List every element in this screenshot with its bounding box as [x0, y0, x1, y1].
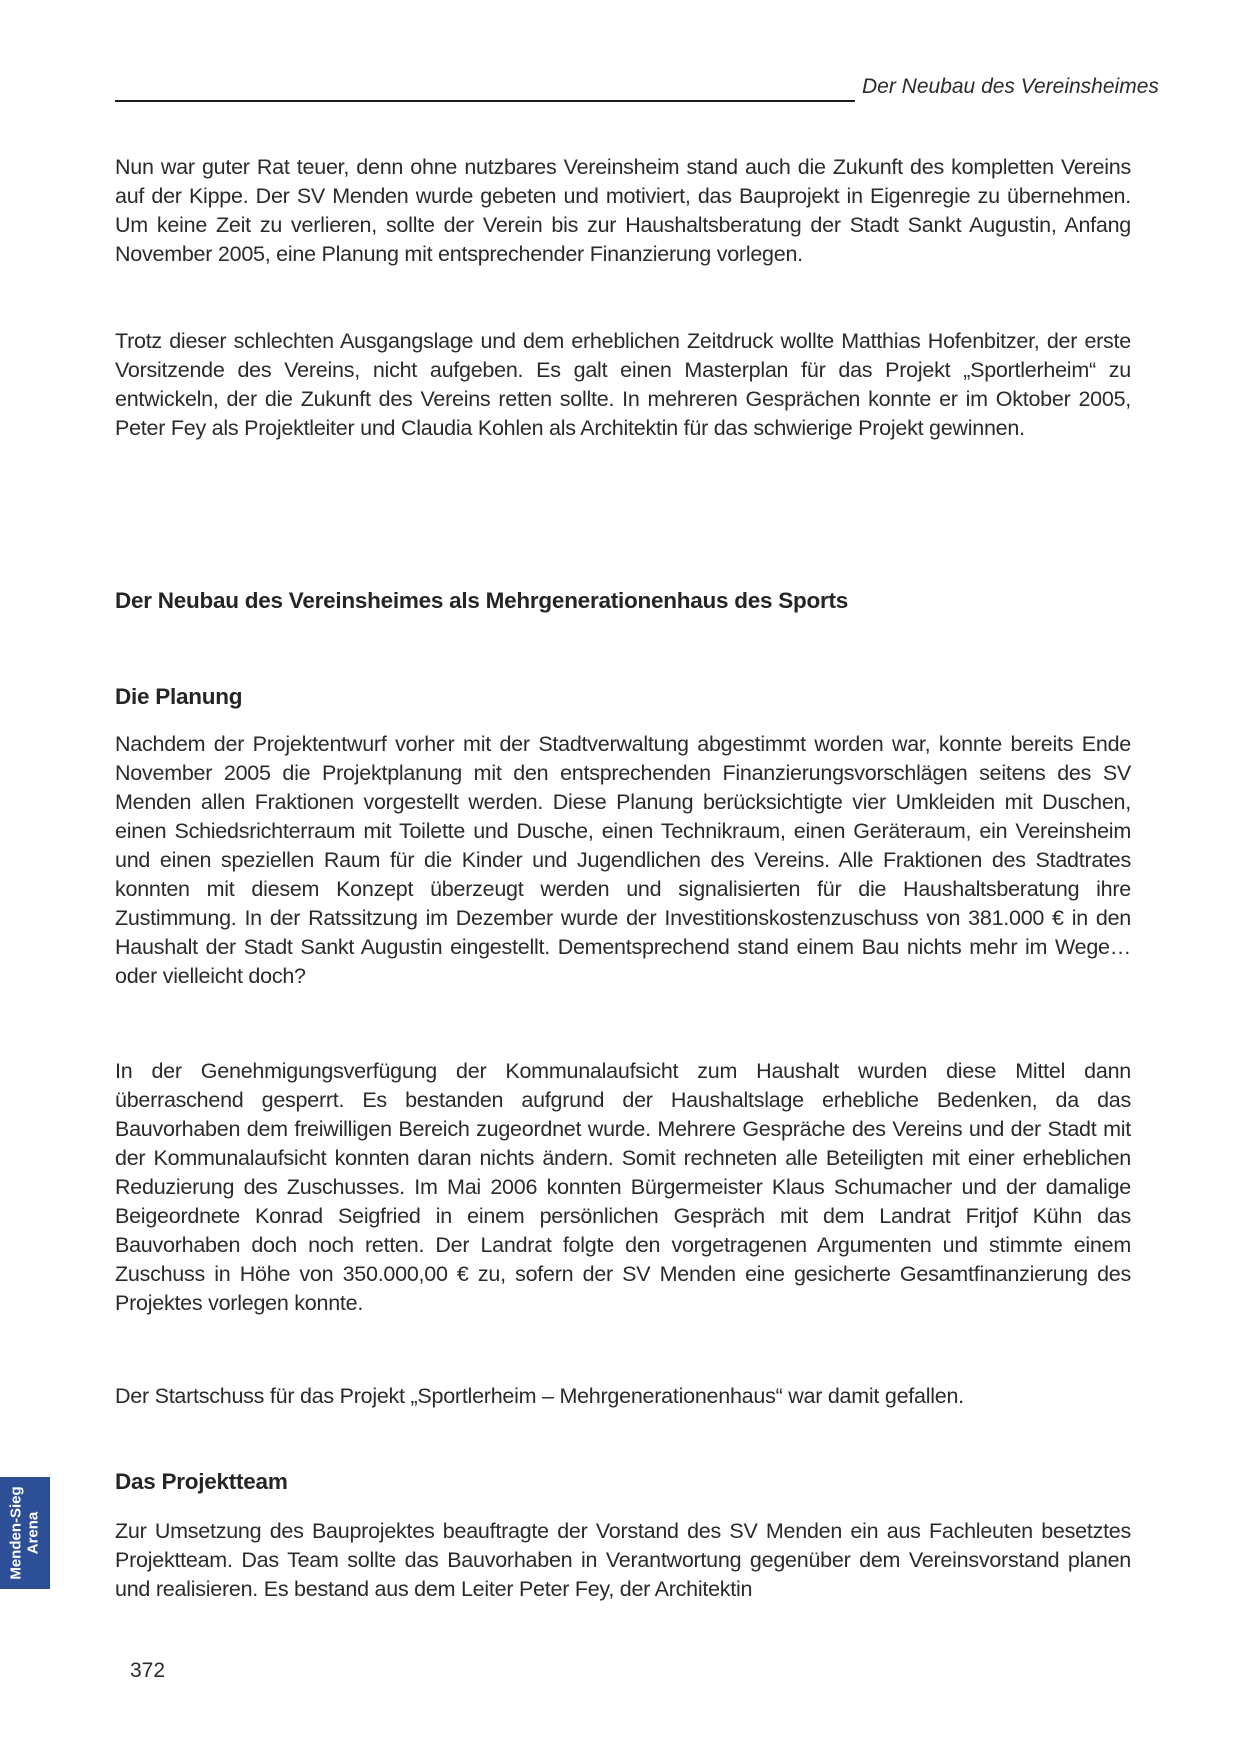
subsection-heading-die-planung: Die Planung: [115, 684, 243, 709]
chapter-tab-label: [8, 1486, 42, 1579]
running-header-title: Der Neubau des Vereinsheimes: [862, 75, 1159, 98]
subsection-heading-das-projektteam: Das Projektteam: [115, 1469, 288, 1494]
paragraph-intro: Nun war guter Rat teuer, denn ohne nutzbares Vereinsheim stand auch die Zukunft des kompletten Vereins auf der Kippe. Der SV Menden wurde gebeten und motiviert, das Bauprojekt in Eigenregie zu übernehmen. Um keine Zeit zu verlieren, sollte der Verein bis zur Haushaltsberatung der Stadt Sankt Augustin, Anfang November 2005, eine Planung mit entsprechender Finanzierung vorlegen.: [115, 155, 1131, 266]
chapter-tab-line2: Arena: [25, 1511, 42, 1555]
paragraph-projektteam: Zur Umsetzung des Bauprojektes beauftragte der Vorstand des SV Menden ein aus Fachleuten besetztes Projektteam. Das Team sollte das Bauvorhaben in Verantwortung gegenüber dem Vereinsvorstand planen und realisieren. Es bestand aus dem Leiter Peter Fey, der Architektin: [115, 1519, 1131, 1601]
paragraph-masterplan: Trotz dieser schlechten Ausgangslage und dem erheblichen Zeitdruck wollte Matthias Hofenbitzer, der erste Vorsitzende des Vereins, nicht aufgeben. Es galt einen Masterplan für das Projekt „Sportlerheim“ zu entwickeln, der die Zukunft des Vereins retten sollte. In mehreren Gesprächen konnte er im Oktober 2005, Peter Fey als Projektleiter und Claudia Kohlen als Architektin für das schwierige Projekt gewinnen.: [115, 329, 1131, 440]
chapter-tab-line1: Menden-Sieg: [8, 1486, 25, 1580]
section-heading-neubau: Der Neubau des Vereinsheimes als Mehrgenerationenhaus des Sports: [115, 588, 849, 613]
paragraph-startschuss: Der Startschuss für das Projekt „Sportlerheim – Mehrgenerationenhaus“ war damit gefallen.: [115, 1384, 964, 1408]
paragraph-planung: Nachdem der Projektentwurf vorher mit der Stadtverwaltung abgestimmt worden war, konnte bereits Ende November 2005 die Projektplanung mit den entsprechenden Finanzierungsvorschlägen seitens des SV Menden allen Fraktionen vorgestellt werden. Diese Planung berücksichtigte vier Umkleiden mit Duschen, einen Schiedsrichterraum mit Toilette und Dusche, einen Technikraum, einen Geräteraum, ein Vereinsheim und einen speziellen Raum für die Kinder und Jugendlichen des Vereins. Alle Fraktionen des Stadtrates konnten mit diesem Konzept überzeugt werden und signalisierten für die Haushaltsberatung ihre Zustimmung. In der Ratssitzung im Dezember wurde der Investitionskostenzuschuss von 381.000 € in den Haushalt der Stadt Sankt Augustin eingestellt. Dementsprechend stand einem Bau nichts mehr im Wege…oder vielleicht doch?: [115, 732, 1131, 988]
header-rule: [115, 100, 855, 102]
page-number: 372: [130, 1659, 166, 1682]
chapter-tab-menden-sieg-arena: [0, 1477, 50, 1589]
paragraph-genehmigung: In der Genehmigungsverfügung der Kommunalaufsicht zum Haushalt wurden diese Mittel dann überraschend gesperrt. Es bestanden aufgrund der Haushaltslage erhebliche Bedenken, da das Bauvorhaben dem freiwilligen Bereich zugeordnet wurde. Mehrere Gespräche des Vereins und der Stadt mit der Kommunalaufsicht konnten daran nichts ändern. Somit rechneten alle Beteiligten mit einer erheblichen Reduzierung des Zuschusses. Im Mai 2006 konnten Bürgermeister Klaus Schumacher und der damalige Beigeordnete Konrad Seigfried in einem persönlichen Gespräch mit dem Landrat Fritjof Kühn das Bauvorhaben doch noch retten. Der Landrat folgte den vorgetragenen Argumenten und stimmte einem Zuschuss in Höhe von 350.000,00 € zu, sofern der SV Menden eine gesicherte Gesamtfinanzierung des Projektes vorlegen konnte.: [115, 1059, 1131, 1315]
